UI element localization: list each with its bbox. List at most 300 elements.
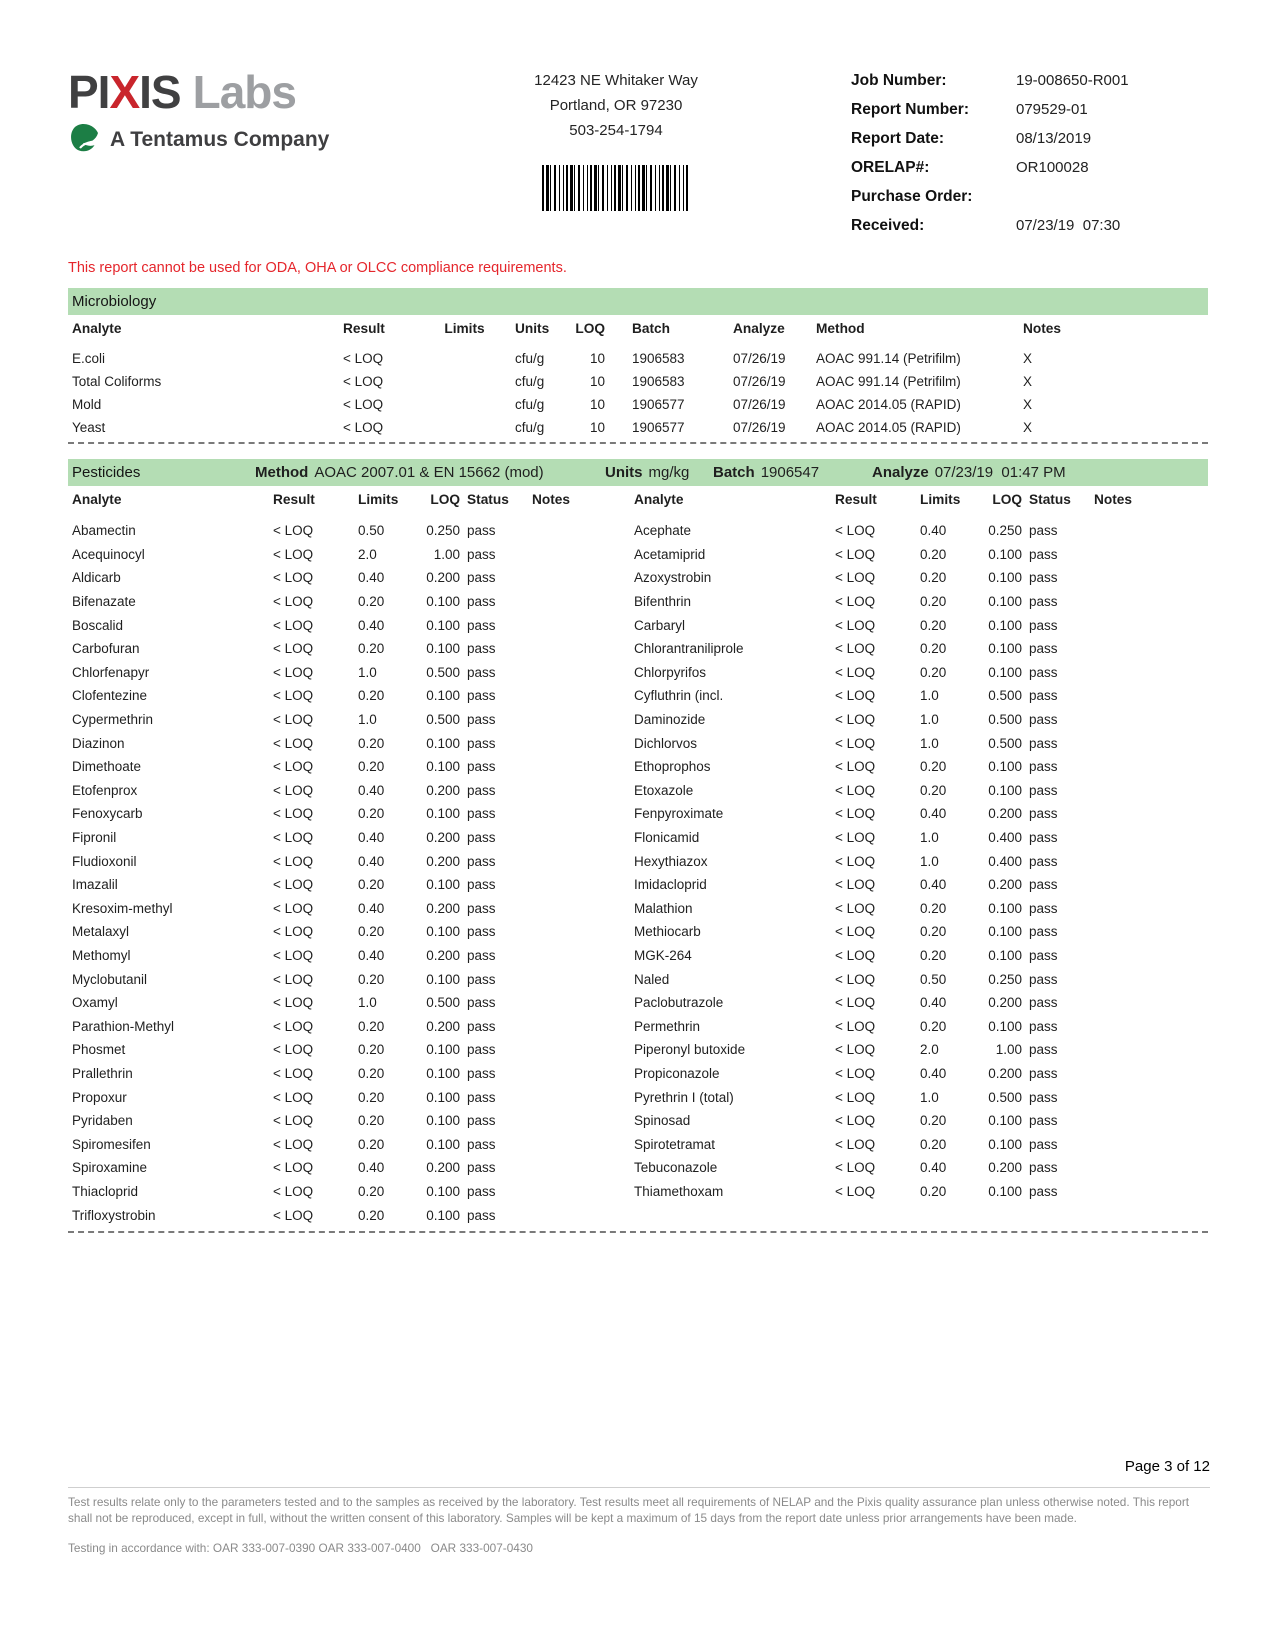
cell-loq: 0.100: [426, 1207, 460, 1223]
cell-loq: 10: [589, 420, 605, 435]
cell-limits: 0.20: [920, 546, 947, 562]
cell-result: < LOQ: [835, 759, 876, 775]
table-row: [68, 920, 576, 944]
cell-loq: 0.500: [426, 664, 460, 680]
cell-method: AOAC 2014.05 (RAPID): [816, 397, 961, 412]
cell-status: pass: [1029, 1065, 1058, 1081]
meta-value: 08/13/2019: [1016, 130, 1092, 147]
table-row: [68, 519, 576, 543]
cell-analyte: Mold: [72, 397, 102, 412]
col-limits: Limits: [444, 320, 485, 336]
band-analyze: [872, 459, 1066, 486]
col-method: Method: [816, 320, 865, 336]
meta-received: [851, 215, 1208, 237]
table-row: [630, 684, 1138, 708]
cell-result: < LOQ: [273, 782, 314, 798]
band-units-label: Units: [605, 464, 643, 481]
tentamus-tagline-row: [70, 122, 443, 157]
cell-limits: 1.0: [920, 735, 939, 751]
cell-result: < LOQ: [273, 688, 314, 704]
cell-analyte: MGK-264: [634, 947, 692, 963]
cell-limits: 1.0: [920, 830, 939, 846]
pesticides-band: [68, 459, 1208, 486]
cell-status: pass: [467, 759, 496, 775]
col-notes: Notes: [1023, 320, 1062, 336]
cell-analyte: Thiamethoxam: [634, 1183, 724, 1199]
table-row: [630, 755, 1138, 779]
wordmark-x: X: [109, 66, 140, 118]
meta-label: Report Date:: [851, 130, 945, 147]
barcode: [542, 165, 690, 211]
table-row: [630, 920, 1138, 944]
cell-status: pass: [1029, 641, 1058, 657]
cell-limits: 0.20: [920, 900, 947, 916]
cell-limits: 0.40: [920, 995, 947, 1011]
table-row: [68, 1156, 576, 1180]
cell-units: cfu/g: [515, 420, 545, 435]
cell-loq: 0.100: [988, 594, 1022, 610]
cell-result: < LOQ: [835, 688, 876, 704]
cell-limits: 0.20: [920, 664, 947, 680]
table-row: [68, 991, 576, 1015]
table-row: [68, 967, 576, 991]
cell-status: pass: [467, 1136, 496, 1152]
cell-limits: 0.20: [920, 1018, 947, 1034]
table-row: [68, 393, 1208, 416]
microbiology-section: [68, 288, 1208, 444]
cell-analyte: Acequinocyl: [72, 546, 145, 562]
cell-result: < LOQ: [273, 924, 314, 940]
pesticides-columns-wrap: [68, 486, 1208, 1227]
cell-analyze: 07/26/19: [733, 420, 786, 435]
cell-result: < LOQ: [273, 971, 314, 987]
cell-analyte: Spiromesifen: [72, 1136, 151, 1152]
col-limits: Limits: [358, 491, 399, 507]
cell-result: < LOQ: [273, 546, 314, 562]
cell-result: < LOQ: [343, 397, 384, 412]
cell-result: < LOQ: [835, 735, 876, 751]
table-row: [68, 684, 576, 708]
cell-loq: 0.250: [988, 523, 1022, 539]
table-row: [68, 826, 576, 850]
band-analyze-value: 07/23/19 01:47 PM: [934, 464, 1066, 481]
col-analyte: Analyte: [634, 491, 684, 507]
cell-result: < LOQ: [273, 1183, 314, 1199]
cell-limits: 1.0: [358, 664, 377, 680]
cell-result: < LOQ: [835, 1018, 876, 1034]
pixis-logo: [68, 68, 443, 157]
cell-result: < LOQ: [835, 1113, 876, 1129]
cell-status: pass: [1029, 1042, 1058, 1058]
cell-units: cfu/g: [515, 397, 545, 412]
cell-analyte: Flonicamid: [634, 830, 700, 846]
table-row: [68, 1203, 576, 1227]
cell-result: < LOQ: [273, 877, 314, 893]
cell-loq: 0.100: [988, 900, 1022, 916]
col-status: Status: [467, 491, 509, 507]
cell-loq: 0.500: [988, 735, 1022, 751]
cell-analyte: Etofenprox: [72, 782, 138, 798]
cell-status: pass: [467, 1113, 496, 1129]
cell-loq: 0.100: [988, 924, 1022, 940]
cell-loq: 0.100: [988, 759, 1022, 775]
cell-result: < LOQ: [835, 1136, 876, 1152]
cell-status: pass: [467, 735, 496, 751]
cell-status: pass: [467, 594, 496, 610]
cell-result: < LOQ: [835, 900, 876, 916]
band-units: [605, 459, 689, 486]
cell-status: pass: [467, 782, 496, 798]
wordmark-labs: Labs: [192, 66, 296, 118]
cell-analyte: Fludioxonil: [72, 853, 137, 869]
cell-loq: 0.500: [988, 688, 1022, 704]
cell-analyte: Imazalil: [72, 877, 118, 893]
cell-status: pass: [467, 1183, 496, 1199]
cell-analyte: Daminozide: [634, 712, 706, 728]
cell-loq: 0.100: [426, 806, 460, 822]
meta-value: OR100028: [1016, 159, 1089, 176]
cell-analyte: Boscalid: [72, 617, 124, 633]
cell-limits: 0.40: [920, 523, 947, 539]
meta-label: Purchase Order:: [851, 188, 973, 205]
cell-status: pass: [467, 1018, 496, 1034]
cell-result: < LOQ: [273, 759, 314, 775]
cell-limits: 0.40: [920, 1065, 947, 1081]
band-method-label: Method: [255, 464, 309, 481]
cell-loq: 0.200: [426, 1160, 460, 1176]
microbiology-rows: [68, 347, 1208, 439]
cell-result: < LOQ: [835, 806, 876, 822]
cell-loq: 0.100: [426, 1183, 460, 1199]
cell-limits: 0.40: [920, 877, 947, 893]
cell-result: < LOQ: [273, 1207, 314, 1223]
table-row: [68, 897, 576, 921]
cell-status: pass: [467, 806, 496, 822]
footer-accordance: Testing in accordance with: OAR 333-007-0390 OAR 333-007-0400 OAR 333-007-0430: [68, 1541, 533, 1555]
cell-loq: 0.250: [426, 523, 460, 539]
cell-loq: 0.100: [426, 759, 460, 775]
cell-limits: 0.20: [358, 641, 385, 657]
cell-result: < LOQ: [273, 1065, 314, 1081]
cell-analyte: Imidacloprid: [634, 877, 707, 893]
footer-disclaimer: Test results relate only to the parameters tested and to the samples as received by the laboratory. Test results meet all requirements of NELAP and the Pixis quality assurance plan unless otherwise noted. This report shall not be reproduced, except in full, without the written consent of this laboratory. Samples will be kept a maximum of 15 days from the report date unless prior arrangements have been made.: [68, 1495, 1190, 1525]
cell-result: < LOQ: [835, 853, 876, 869]
cell-limits: 0.20: [920, 1183, 947, 1199]
cell-status: pass: [1029, 995, 1058, 1011]
compliance-warning: This report cannot be used for ODA, OHA or OLCC compliance requirements.: [68, 260, 567, 276]
cell-limits: 1.0: [920, 688, 939, 704]
cell-analyze: 07/26/19: [733, 374, 786, 389]
cell-result: < LOQ: [835, 712, 876, 728]
cell-limits: 0.40: [358, 900, 385, 916]
report-footer: [68, 1458, 1210, 1555]
cell-limits: 2.0: [920, 1042, 939, 1058]
meta-value: 19-008650-R001: [1016, 72, 1129, 89]
cell-status: pass: [1029, 900, 1058, 916]
table-row: [630, 1156, 1138, 1180]
cell-status: pass: [1029, 1089, 1058, 1105]
cell-limits: 0.40: [358, 617, 385, 633]
cell-method: AOAC 991.14 (Petrifilm): [816, 374, 961, 389]
cell-status: pass: [1029, 735, 1058, 751]
col-loq: LOQ: [992, 491, 1022, 507]
cell-analyte: Spinosad: [634, 1113, 691, 1129]
cell-loq: 0.200: [988, 806, 1022, 822]
pesticides-right-rows: [630, 519, 1138, 1203]
band-units-value: mg/kg: [648, 464, 690, 481]
col-analyte: Analyte: [72, 320, 122, 336]
cell-analyte: Bifenthrin: [634, 594, 692, 610]
table-row: [68, 779, 576, 803]
meta-label: Received:: [851, 217, 925, 234]
pesticides-section: [68, 459, 1208, 1233]
meta-purchase-order: [851, 186, 1208, 208]
cell-analyte: Fenoxycarb: [72, 806, 143, 822]
cell-status: pass: [1029, 877, 1058, 893]
cell-loq: 0.100: [988, 1113, 1022, 1129]
cell-result: < LOQ: [273, 641, 314, 657]
cell-batch: 1906583: [632, 374, 685, 389]
table-row: [68, 416, 1208, 439]
cell-result: < LOQ: [273, 1160, 314, 1176]
band-method-value: AOAC 2007.01 & EN 15662 (mod): [314, 464, 544, 481]
cell-loq: 0.200: [988, 1160, 1022, 1176]
cell-status: pass: [1029, 688, 1058, 704]
cell-status: pass: [1029, 971, 1058, 987]
cell-limits: 0.20: [358, 1065, 385, 1081]
cell-limits: 2.0: [358, 546, 377, 562]
cell-analyte: Dimethoate: [72, 759, 142, 775]
cell-status: pass: [467, 546, 496, 562]
cell-result: < LOQ: [273, 1042, 314, 1058]
table-row: [68, 708, 576, 732]
cell-loq: 0.100: [426, 1089, 460, 1105]
cell-loq: 10: [589, 351, 605, 366]
cell-analyte: Methomyl: [72, 947, 131, 963]
cell-limits: 0.20: [358, 1136, 385, 1152]
col-result: Result: [273, 491, 315, 507]
cell-analyte: Paclobutrazole: [634, 995, 724, 1011]
col-units: Units: [515, 320, 550, 336]
table-row: [68, 370, 1208, 393]
col-analyte: Analyte: [72, 491, 122, 507]
lab-address-block: [471, 68, 761, 211]
cell-result: < LOQ: [273, 617, 314, 633]
cell-analyte: Chlorfenapyr: [72, 664, 150, 680]
cell-analyte: Methiocarb: [634, 924, 701, 940]
cell-method: AOAC 2014.05 (RAPID): [816, 420, 961, 435]
cell-status: pass: [467, 853, 496, 869]
cell-result: < LOQ: [835, 947, 876, 963]
cell-result: < LOQ: [273, 1136, 314, 1152]
cell-result: < LOQ: [273, 806, 314, 822]
cell-result: < LOQ: [835, 1183, 876, 1199]
cell-limits: 0.40: [920, 806, 947, 822]
cell-result: < LOQ: [273, 523, 314, 539]
cell-loq: 10: [589, 397, 605, 412]
cell-analyte: Spirotetramat: [634, 1136, 716, 1152]
cell-status: pass: [1029, 853, 1058, 869]
cell-limits: 1.0: [920, 1089, 939, 1105]
pesticides-header-row: [68, 490, 576, 508]
cell-loq: 0.200: [426, 900, 460, 916]
cell-analyte: Pyrethrin I (total): [634, 1089, 734, 1105]
cell-limits: 1.0: [920, 712, 939, 728]
cell-result: < LOQ: [835, 641, 876, 657]
band-batch: [713, 459, 819, 486]
cell-status: pass: [1029, 782, 1058, 798]
address-city: Portland, OR 97230: [549, 97, 683, 114]
pesticides-header-row: [630, 490, 1138, 508]
cell-status: pass: [467, 641, 496, 657]
cell-analyte: Parathion-Methyl: [72, 1018, 175, 1034]
cell-limits: 0.50: [358, 523, 385, 539]
cell-loq: 10: [589, 374, 605, 389]
table-row: [630, 1038, 1138, 1062]
cell-analyte: Total Coliforms: [72, 374, 162, 389]
cell-loq: 0.400: [988, 853, 1022, 869]
cell-loq: 1.00: [433, 546, 460, 562]
table-row: [68, 1109, 576, 1133]
cell-limits: 0.20: [358, 1018, 385, 1034]
cell-loq: 0.100: [988, 664, 1022, 680]
cell-result: < LOQ: [835, 523, 876, 539]
table-row: [68, 944, 576, 968]
cell-result: < LOQ: [273, 947, 314, 963]
cell-analyte: Chlorpyrifos: [634, 664, 707, 680]
cell-loq: 0.200: [426, 830, 460, 846]
cell-status: pass: [1029, 712, 1058, 728]
cell-analyte: Propiconazole: [634, 1065, 720, 1081]
table-row: [630, 967, 1138, 991]
table-row: [630, 1109, 1138, 1133]
table-row: [630, 826, 1138, 850]
cell-loq: 0.200: [426, 782, 460, 798]
cell-limits: 0.40: [358, 853, 385, 869]
cell-result: < LOQ: [273, 664, 314, 680]
cell-limits: 0.20: [920, 1113, 947, 1129]
table-row: [68, 1038, 576, 1062]
cell-loq: 0.400: [988, 830, 1022, 846]
cell-analyte: Fenpyroximate: [634, 806, 724, 822]
cell-loq: 0.100: [426, 1065, 460, 1081]
pesticides-left-rows: [68, 519, 576, 1227]
cell-loq: 0.100: [426, 1113, 460, 1129]
cell-limits: 0.20: [358, 1113, 385, 1129]
cell-limits: 1.0: [358, 712, 377, 728]
table-row: [630, 897, 1138, 921]
cell-status: pass: [1029, 1113, 1058, 1129]
cell-result: < LOQ: [835, 1160, 876, 1176]
cell-notes: X: [1023, 420, 1033, 435]
cell-result: < LOQ: [273, 594, 314, 610]
cell-notes: X: [1023, 351, 1033, 366]
address-phone: 503-254-1794: [569, 122, 663, 139]
microbiology-header-row: [68, 318, 1208, 338]
cell-loq: 0.100: [426, 924, 460, 940]
cell-loq: 0.500: [426, 995, 460, 1011]
cell-analyte: Metalaxyl: [72, 924, 130, 940]
cell-status: pass: [467, 570, 496, 586]
pixis-wordmark: [68, 68, 443, 116]
cell-loq: 0.100: [988, 617, 1022, 633]
cell-limits: 0.20: [920, 617, 947, 633]
cell-limits: 0.20: [920, 947, 947, 963]
cell-status: pass: [1029, 664, 1058, 680]
report-meta-block: [851, 68, 1208, 244]
cell-result: < LOQ: [835, 617, 876, 633]
cell-analyte: Kresoxim-methyl: [72, 900, 173, 916]
cell-loq: 0.200: [426, 947, 460, 963]
cell-analyte: Etoxazole: [634, 782, 694, 798]
cell-loq: 0.100: [426, 1136, 460, 1152]
cell-loq: 0.500: [988, 712, 1022, 728]
table-row: [68, 1062, 576, 1086]
meta-value: 079529-01: [1016, 101, 1088, 118]
cell-loq: 0.200: [426, 1018, 460, 1034]
table-row: [630, 802, 1138, 826]
cell-status: pass: [1029, 1136, 1058, 1152]
cell-analyte: Chlorantraniliprole: [634, 641, 744, 657]
cell-analyte: Pyridaben: [72, 1113, 133, 1129]
band-method: [255, 459, 544, 486]
cell-analyte: Yeast: [72, 420, 106, 435]
table-row: [68, 873, 576, 897]
cell-result: < LOQ: [273, 900, 314, 916]
cell-result: < LOQ: [273, 995, 314, 1011]
cell-status: pass: [467, 1160, 496, 1176]
address-street: 12423 NE Whitaker Way: [534, 72, 698, 89]
cell-limits: 0.20: [920, 641, 947, 657]
table-row: [630, 849, 1138, 873]
cell-limits: 0.40: [358, 782, 385, 798]
col-analyze: Analyze: [733, 320, 785, 336]
meta-label: Report Number:: [851, 101, 969, 118]
cell-analyte: Trifloxystrobin: [72, 1207, 156, 1223]
cell-batch: 1906577: [632, 397, 685, 412]
tentamus-leaf-icon: [70, 122, 102, 157]
cell-units: cfu/g: [515, 351, 545, 366]
cell-limits: 0.20: [920, 594, 947, 610]
table-row: [630, 566, 1138, 590]
cell-result: < LOQ: [273, 712, 314, 728]
cell-loq: 0.200: [988, 995, 1022, 1011]
cell-analyte: Hexythiazox: [634, 853, 708, 869]
section-title: Pesticides: [72, 464, 141, 481]
cell-status: pass: [1029, 546, 1058, 562]
cell-analyte: Prallethrin: [72, 1065, 133, 1081]
cell-loq: 0.100: [988, 947, 1022, 963]
cell-status: pass: [467, 900, 496, 916]
table-row: [630, 779, 1138, 803]
cell-loq: 0.200: [426, 570, 460, 586]
cell-result: < LOQ: [835, 782, 876, 798]
table-row: [68, 613, 576, 637]
cell-limits: 0.20: [358, 759, 385, 775]
cell-loq: 0.100: [988, 1136, 1022, 1152]
cell-loq: 0.100: [988, 782, 1022, 798]
cell-analyte: Phosmet: [72, 1042, 126, 1058]
table-row: [630, 1085, 1138, 1109]
cell-analyte: Oxamyl: [72, 995, 118, 1011]
cell-loq: 0.100: [426, 617, 460, 633]
cell-status: pass: [1029, 523, 1058, 539]
cell-loq: 0.100: [988, 1183, 1022, 1199]
col-batch: Batch: [632, 320, 671, 336]
cell-notes: X: [1023, 374, 1033, 389]
cell-loq: 0.100: [426, 641, 460, 657]
cell-limits: 0.20: [358, 806, 385, 822]
